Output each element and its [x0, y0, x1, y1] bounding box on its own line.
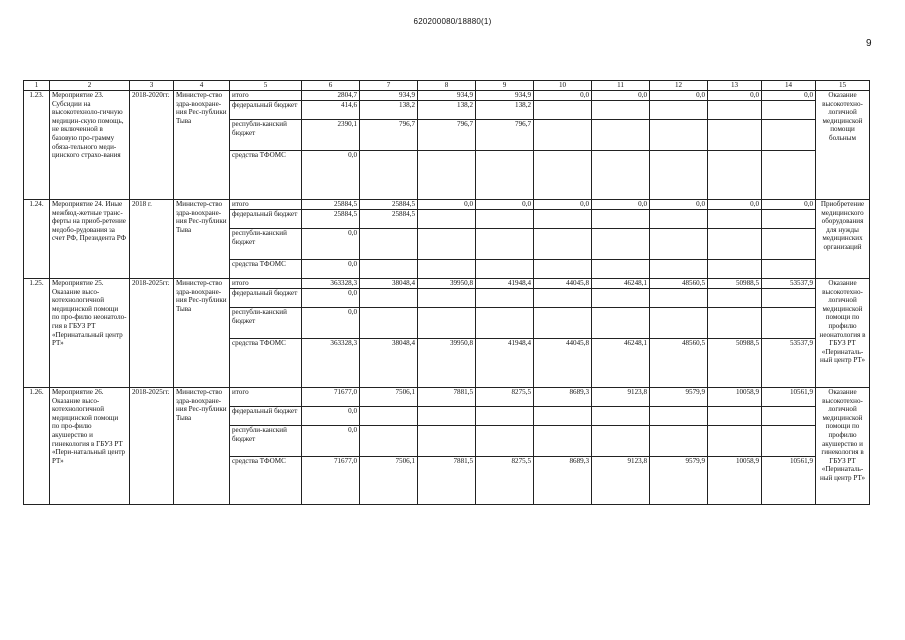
amount-cell [592, 101, 650, 120]
funding-source: федеральный бюджет [230, 407, 302, 426]
amount-cell: 0,0 [302, 229, 360, 260]
amount-cell: 7881,5 [418, 388, 476, 407]
measure-period: 2018-2025гг. [130, 279, 174, 388]
amount-cell [592, 229, 650, 260]
amount-cell: 0,0 [708, 91, 762, 101]
amount-cell: 39950,8 [418, 279, 476, 289]
amount-cell [476, 229, 534, 260]
amount-cell: 10561,9 [762, 388, 816, 407]
amount-cell: 138,2 [360, 101, 418, 120]
amount-cell [762, 101, 816, 120]
funding-source: республи-канский бюджет [230, 308, 302, 339]
amount-cell: 0,0 [708, 200, 762, 210]
amount-cell: 0,0 [534, 91, 592, 101]
amount-cell: 7881,5 [418, 457, 476, 505]
header-cell: 5 [230, 81, 302, 91]
measure-number: 1.24. [24, 200, 50, 279]
amount-cell: 0,0 [762, 200, 816, 210]
amount-cell [360, 407, 418, 426]
header-cell: 9 [476, 81, 534, 91]
amount-cell: 7506,1 [360, 388, 418, 407]
amount-cell [360, 289, 418, 308]
measure-number: 1.23. [24, 91, 50, 200]
header-cell: 6 [302, 81, 360, 91]
amount-cell [708, 229, 762, 260]
amount-cell: 0,0 [302, 151, 360, 200]
amount-cell [762, 229, 816, 260]
amount-cell [708, 426, 762, 457]
amount-cell [534, 210, 592, 229]
amount-cell [418, 229, 476, 260]
amount-cell: 44045,8 [534, 339, 592, 388]
amount-cell [708, 407, 762, 426]
amount-cell [534, 308, 592, 339]
amount-cell: 934,9 [476, 91, 534, 101]
measure-name: Мероприятие 25. Оказание высо-котехнологичной медицинской помощи по про-филю неонатоло-гия в ГБУЗ РТ «Перинатальный центр РТ» [50, 279, 130, 388]
amount-cell: 0,0 [302, 289, 360, 308]
funding-source: итого [230, 91, 302, 101]
measure-executor: Министер-ство здра-воохране-ния Рес-публики Тыва [174, 91, 230, 200]
header-cell: 12 [650, 81, 708, 91]
amount-cell [418, 308, 476, 339]
amount-cell [708, 210, 762, 229]
amount-cell [476, 260, 534, 279]
funding-source: республи-канский бюджет [230, 229, 302, 260]
page-number: 9 [866, 38, 872, 49]
measure-number: 1.25. [24, 279, 50, 388]
funding-source: средства ТФОМС [230, 260, 302, 279]
table-row [24, 279, 870, 289]
amount-cell: 0,0 [418, 200, 476, 210]
amount-cell [534, 426, 592, 457]
amount-cell: 50988,5 [708, 279, 762, 289]
amount-cell [650, 407, 708, 426]
header-cell: 7 [360, 81, 418, 91]
amount-cell [360, 229, 418, 260]
measure-period: 2018 г. [130, 200, 174, 279]
amount-cell: 25884,5 [302, 210, 360, 229]
measure-name: Мероприятие 24. Иные межбюд-жетные транс-ферты на приоб-ретение медобо-рудования за счет РФ, Президента РФ [50, 200, 130, 279]
amount-cell: 8275,5 [476, 388, 534, 407]
amount-cell: 934,9 [418, 91, 476, 101]
amount-cell [762, 210, 816, 229]
amount-cell [418, 407, 476, 426]
amount-cell [534, 151, 592, 200]
amount-cell [418, 210, 476, 229]
measure-period: 2018-2025гг. [130, 388, 174, 505]
amount-cell [708, 289, 762, 308]
measure-name: Мероприятие 26. Оказание высо-котехнологичной медицинской помощи по про-филю акушерство и гинекология в ГБУЗ РТ «Пери-натальный центр РТ» [50, 388, 130, 505]
amount-cell [360, 260, 418, 279]
amount-cell: 10058,9 [708, 388, 762, 407]
amount-cell: 71677,0 [302, 457, 360, 505]
amount-cell [476, 426, 534, 457]
amount-cell: 9123,8 [592, 388, 650, 407]
amount-cell: 7506,1 [360, 457, 418, 505]
amount-cell: 0,0 [534, 200, 592, 210]
measure-name: Мероприятие 23. Субсидии на высокотехноло-гичную медицин-скую помощь, не включенной в базовую про-грамму обяза-тельного меди-цинского страхо-вания [50, 91, 130, 200]
amount-cell: 363328,3 [302, 339, 360, 388]
funding-source: республи-канский бюджет [230, 426, 302, 457]
amount-cell: 0,0 [302, 308, 360, 339]
amount-cell: 53537,9 [762, 339, 816, 388]
amount-cell [592, 289, 650, 308]
amount-cell: 0,0 [592, 91, 650, 101]
amount-cell [592, 426, 650, 457]
amount-cell: 796,7 [476, 120, 534, 151]
amount-cell [418, 289, 476, 308]
amount-cell: 48560,5 [650, 279, 708, 289]
amount-cell [360, 426, 418, 457]
funding-source: республи-канский бюджет [230, 120, 302, 151]
amount-cell: 9579,9 [650, 457, 708, 505]
funding-source: итого [230, 200, 302, 210]
amount-cell: 9123,8 [592, 457, 650, 505]
amount-cell [650, 101, 708, 120]
amount-cell [650, 308, 708, 339]
amount-cell: 138,2 [476, 101, 534, 120]
amount-cell: 38048,4 [360, 279, 418, 289]
amount-cell: 10058,9 [708, 457, 762, 505]
amount-cell: 2804,7 [302, 91, 360, 101]
amount-cell [592, 210, 650, 229]
amount-cell: 48560,5 [650, 339, 708, 388]
amount-cell [762, 151, 816, 200]
table-row [24, 388, 870, 407]
amount-cell [592, 407, 650, 426]
amount-cell: 0,0 [650, 91, 708, 101]
amount-cell [418, 151, 476, 200]
amount-cell [592, 120, 650, 151]
amount-cell [650, 151, 708, 200]
amount-cell: 46248,1 [592, 279, 650, 289]
amount-cell: 39950,8 [418, 339, 476, 388]
amount-cell: 8689,3 [534, 457, 592, 505]
amount-cell: 796,7 [418, 120, 476, 151]
amount-cell: 53537,9 [762, 279, 816, 289]
amount-cell [650, 210, 708, 229]
amount-cell [534, 229, 592, 260]
header-cell: 14 [762, 81, 816, 91]
amount-cell: 796,7 [360, 120, 418, 151]
header-row [24, 81, 870, 91]
expected-result: Оказание высокотехно-логичной медицинской помощи по профилю неонатология в ГБУЗ РТ «Перинаталь-ный центр РТ» [816, 279, 870, 388]
amount-cell [762, 426, 816, 457]
measure-executor: Министер-ство здра-воохране-ния Рес-публики Тыва [174, 279, 230, 388]
funding-source: средства ТФОМС [230, 339, 302, 388]
amount-cell: 0,0 [302, 407, 360, 426]
amount-cell [762, 120, 816, 151]
funding-source: средства ТФОМС [230, 457, 302, 505]
expected-result: Оказание высокотехно-логичной медицинской помощи больным [816, 91, 870, 200]
amount-cell [476, 210, 534, 229]
amount-cell [476, 407, 534, 426]
amount-cell [762, 308, 816, 339]
amount-cell: 0,0 [302, 426, 360, 457]
amount-cell: 0,0 [762, 91, 816, 101]
amount-cell [592, 151, 650, 200]
document-code: 620200080/18880(1) [413, 17, 492, 26]
expected-result: Приобретение медицинского оборудования для нужды медицинских организаций [816, 200, 870, 279]
amount-cell [708, 260, 762, 279]
amount-cell [534, 289, 592, 308]
amount-cell [592, 260, 650, 279]
amount-cell: 10561,9 [762, 457, 816, 505]
amount-cell [476, 151, 534, 200]
amount-cell: 363328,3 [302, 279, 360, 289]
amount-cell: 25884,5 [360, 210, 418, 229]
amount-cell: 46248,1 [592, 339, 650, 388]
amount-cell: 38048,4 [360, 339, 418, 388]
amount-cell: 0,0 [592, 200, 650, 210]
funding-source: средства ТФОМС [230, 151, 302, 200]
amount-cell: 44045,8 [534, 279, 592, 289]
funding-source: федеральный бюджет [230, 210, 302, 229]
table-row [24, 91, 870, 101]
amount-cell [708, 308, 762, 339]
amount-cell: 41948,4 [476, 279, 534, 289]
amount-cell [762, 289, 816, 308]
funding-source: федеральный бюджет [230, 289, 302, 308]
amount-cell: 9579,9 [650, 388, 708, 407]
amount-cell: 0,0 [302, 260, 360, 279]
amount-cell [418, 260, 476, 279]
header-cell: 13 [708, 81, 762, 91]
amount-cell [534, 120, 592, 151]
amount-cell: 138,2 [418, 101, 476, 120]
amount-cell [418, 426, 476, 457]
expected-result: Оказание высокотехно-логичной медицинской помощи по профилю акушерство и гинекология в ГБУЗ РТ «Перинаталь-ный центр РТ» [816, 388, 870, 505]
amount-cell [650, 289, 708, 308]
amount-cell [762, 407, 816, 426]
amount-cell [708, 151, 762, 200]
amount-cell [534, 101, 592, 120]
amount-cell [650, 260, 708, 279]
amount-cell [360, 308, 418, 339]
measure-number: 1.26. [24, 388, 50, 505]
amount-cell [476, 289, 534, 308]
amount-cell: 8689,3 [534, 388, 592, 407]
funding-source: итого [230, 388, 302, 407]
amount-cell: 414,6 [302, 101, 360, 120]
amount-cell: 0,0 [650, 200, 708, 210]
amount-cell: 934,9 [360, 91, 418, 101]
header-cell: 1 [24, 81, 50, 91]
amount-cell [708, 101, 762, 120]
amount-cell: 25884,5 [302, 200, 360, 210]
funding-source: федеральный бюджет [230, 101, 302, 120]
amount-cell [708, 120, 762, 151]
amount-cell: 8275,5 [476, 457, 534, 505]
header-cell: 10 [534, 81, 592, 91]
header-cell: 4 [174, 81, 230, 91]
amount-cell: 2390,1 [302, 120, 360, 151]
amount-cell [360, 151, 418, 200]
amount-cell [650, 426, 708, 457]
amount-cell: 25884,5 [360, 200, 418, 210]
funding-source: итого [230, 279, 302, 289]
measure-executor: Министер-ство здра-воохране-ния Рес-публики Тыва [174, 388, 230, 505]
amount-cell [534, 407, 592, 426]
amount-cell [650, 120, 708, 151]
measure-executor: Министер-ство здра-воохране-ния Рес-публики Тыва [174, 200, 230, 279]
header-cell: 15 [816, 81, 870, 91]
header-cell: 11 [592, 81, 650, 91]
header-cell: 8 [418, 81, 476, 91]
header-cell: 2 [50, 81, 130, 91]
amount-cell [534, 260, 592, 279]
amount-cell [476, 308, 534, 339]
amount-cell [762, 260, 816, 279]
amount-cell: 50988,5 [708, 339, 762, 388]
amount-cell [592, 308, 650, 339]
amount-cell [650, 229, 708, 260]
header-cell: 3 [130, 81, 174, 91]
table-row [24, 200, 870, 210]
budget-table [23, 80, 870, 505]
measure-period: 2018-2020гг. [130, 91, 174, 200]
amount-cell: 71677,0 [302, 388, 360, 407]
amount-cell: 0,0 [476, 200, 534, 210]
amount-cell: 41948,4 [476, 339, 534, 388]
